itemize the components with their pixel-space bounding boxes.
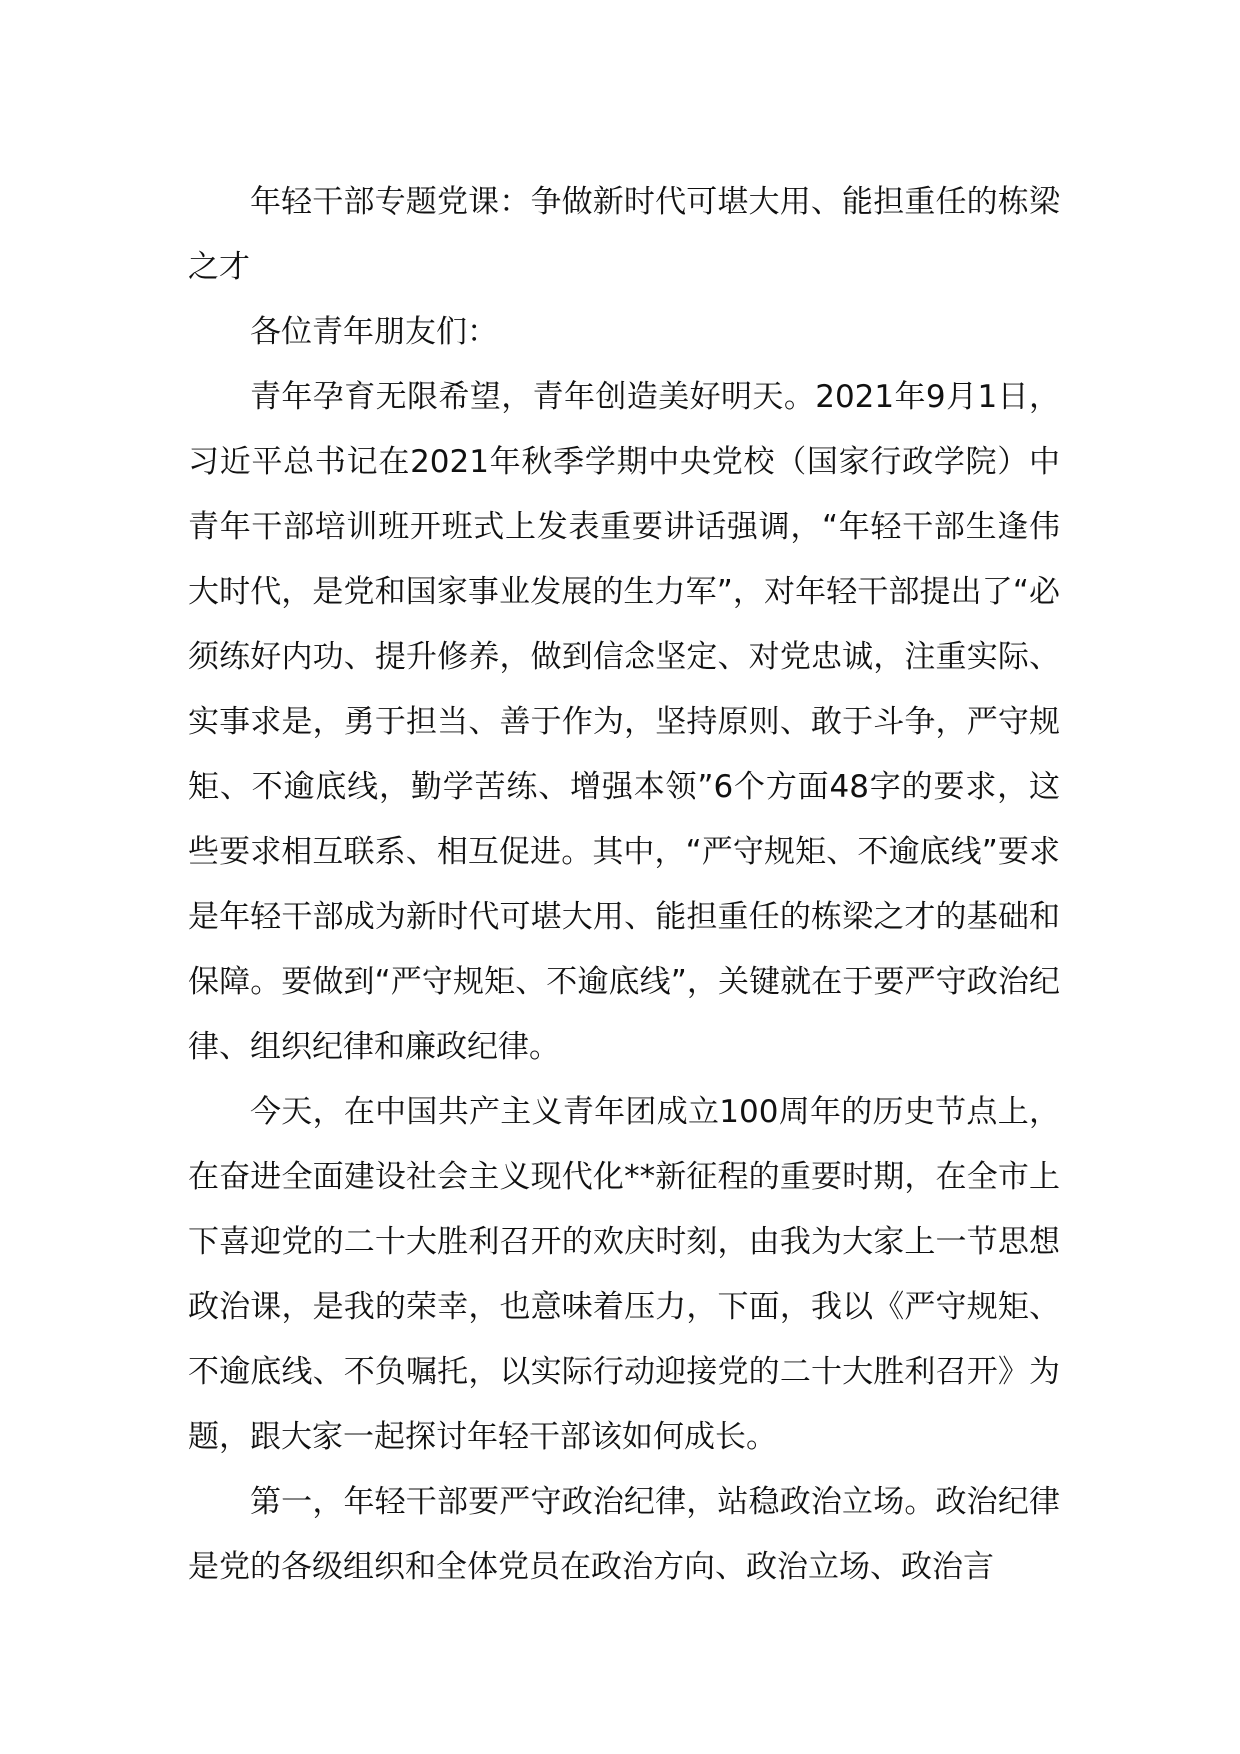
document-body [188,170,1060,1600]
document-title: 年轻干部专题党课：争做新时代可堪大用、能担重任的栋梁之才 [188,184,1060,285]
paragraph: 第一，年轻干部要严守政治纪律，站稳政治立场。政治纪律是党的各级组织和全体党员在政治方向、政治立场、政治言 [188,1484,1060,1585]
paragraph: 今天，在中国共产主义青年团成立100周年的历史节点上，在奋进全面建设社会主义现代化**新征程的重要时期，在全市上下喜迎党的二十大胜利召开的欢庆时刻，由我为大家上一节思想政治课，是我的荣幸，也意味着压力，下面，我以《严守规矩、不逾底线、不负嘱托，以实际行动迎接党的二十大胜利召开》为题，跟大家一起探讨年轻干部该如何成长。 [188,1094,1060,1455]
salutation: 各位青年朋友们： [250,314,498,350]
paragraph: 青年孕育无限希望，青年创造美好明天。2021年9月1日，习近平总书记在2021年秋季学期中央党校（国家行政学院）中青年干部培训班开班式上发表重要讲话强调，“年轻干部生逢伟大时代，是党和国家事业发展的生力军”，对年轻干部提出了“必须练好内功、提升修养，做到信念坚定、对党忠诚，注重实际、实事求是，勇于担当、善于作为，坚持原则、敢于斗争，严守规矩、不逾底线，勤学苦练、增强本领”6个方面48字的要求，这些要求相互联系、相互促进。其中，“严守规矩、不逾底线”要求是年轻干部成为新时代可堪大用、能担重任的栋梁之才的基础和保障。要做到“严守规矩、不逾底线”，关键就在于要严守政治纪律、组织纪律和廉政纪律。 [188,379,1060,1065]
